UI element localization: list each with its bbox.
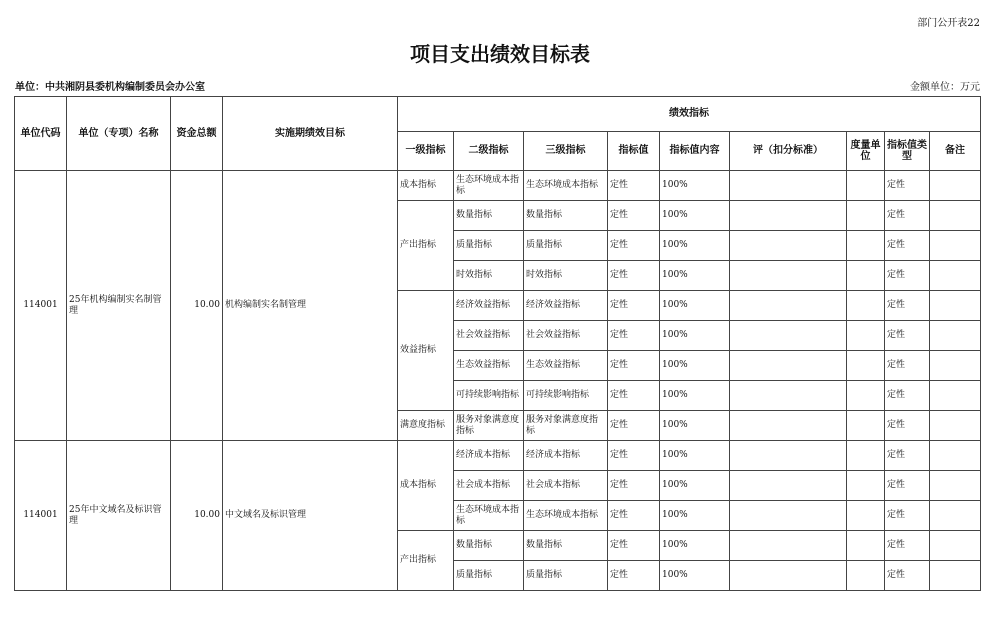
measure-unit-cell: [847, 411, 885, 441]
value-type-cell: 定性: [885, 411, 930, 441]
value-content-cell: 100%: [660, 531, 730, 561]
value-content-cell: 100%: [660, 231, 730, 261]
scoring-cell: [730, 411, 847, 441]
level3-indicator-cell: 生态环境成本指标: [524, 501, 608, 531]
level2-indicator-cell: 生态环境成本指标: [454, 501, 524, 531]
level3-indicator-cell: 生态效益指标: [524, 351, 608, 381]
level3-indicator-cell: 可持续影响指标: [524, 381, 608, 411]
period-goal-cell: 机构编制实名制管理: [223, 171, 398, 441]
indicator-value-cell: 定性: [608, 561, 660, 591]
level2-indicator-cell: 可持续影响指标: [454, 381, 524, 411]
value-content-cell: 100%: [660, 381, 730, 411]
remark-cell: [930, 171, 981, 201]
unit-label: 单位：中共湘阴县委机构编制委员会办公室: [15, 82, 205, 93]
header-value-content: 指标值内容: [660, 132, 730, 171]
header-measure-unit: 度量单位: [847, 132, 885, 171]
table-row: [15, 441, 981, 471]
amount-unit-label: 金额单位：万元: [910, 82, 980, 93]
indicator-value-cell: 定性: [608, 531, 660, 561]
remark-cell: [930, 561, 981, 591]
measure-unit-cell: [847, 231, 885, 261]
scoring-cell: [730, 471, 847, 501]
value-type-cell: 定性: [885, 261, 930, 291]
level2-indicator-cell: 社会效益指标: [454, 321, 524, 351]
remark-cell: [930, 261, 981, 291]
measure-unit-cell: [847, 381, 885, 411]
level3-indicator-cell: 社会成本指标: [524, 471, 608, 501]
level2-indicator-cell: 生态环境成本指标: [454, 171, 524, 201]
project-name-cell: 25年中文域名及标识管理: [67, 441, 171, 591]
remark-cell: [930, 201, 981, 231]
remark-cell: [930, 501, 981, 531]
remark-cell: [930, 471, 981, 501]
value-type-cell: 定性: [885, 171, 930, 201]
value-type-cell: 定性: [885, 381, 930, 411]
measure-unit-cell: [847, 441, 885, 471]
page-title: 项目支出绩效目标表: [410, 42, 590, 66]
value-content-cell: 100%: [660, 351, 730, 381]
form-number: 部门公开表22: [917, 18, 980, 29]
value-type-cell: 定性: [885, 531, 930, 561]
scoring-cell: [730, 441, 847, 471]
scoring-cell: [730, 171, 847, 201]
remark-cell: [930, 381, 981, 411]
scoring-cell: [730, 231, 847, 261]
header-indicator-value: 指标值: [608, 132, 660, 171]
header-level3: 三级指标: [524, 132, 608, 171]
value-type-cell: 定性: [885, 231, 930, 261]
header-unit-name: 单位（专项）名称: [67, 97, 171, 171]
scoring-cell: [730, 561, 847, 591]
level3-indicator-cell: 数量指标: [524, 531, 608, 561]
performance-table: [14, 96, 981, 591]
remark-cell: [930, 291, 981, 321]
header-value-type: 指标值类型: [885, 132, 930, 171]
measure-unit-cell: [847, 471, 885, 501]
value-content-cell: 100%: [660, 201, 730, 231]
value-content-cell: 100%: [660, 501, 730, 531]
table-row: [15, 171, 981, 201]
level3-indicator-cell: 数量指标: [524, 201, 608, 231]
level3-indicator-cell: 经济成本指标: [524, 441, 608, 471]
level3-indicator-cell: 社会效益指标: [524, 321, 608, 351]
indicator-value-cell: 定性: [608, 261, 660, 291]
header-funds-total: 资金总额: [171, 97, 223, 171]
indicator-value-cell: 定性: [608, 381, 660, 411]
level2-indicator-cell: 数量指标: [454, 201, 524, 231]
level3-indicator-cell: 时效指标: [524, 261, 608, 291]
measure-unit-cell: [847, 201, 885, 231]
value-type-cell: 定性: [885, 201, 930, 231]
level2-indicator-cell: 数量指标: [454, 531, 524, 561]
indicator-value-cell: 定性: [608, 441, 660, 471]
level1-indicator-cell: 产出指标: [398, 531, 454, 591]
level1-indicator-cell: 成本指标: [398, 441, 454, 531]
scoring-cell: [730, 381, 847, 411]
level3-indicator-cell: 经济效益指标: [524, 291, 608, 321]
indicator-value-cell: 定性: [608, 411, 660, 441]
scoring-cell: [730, 531, 847, 561]
level2-indicator-cell: 时效指标: [454, 261, 524, 291]
measure-unit-cell: [847, 561, 885, 591]
measure-unit-cell: [847, 291, 885, 321]
unit-code-cell: 114001: [15, 441, 67, 591]
unit-code-cell: 114001: [15, 171, 67, 441]
level1-indicator-cell: 满意度指标: [398, 411, 454, 441]
indicator-value-cell: 定性: [608, 201, 660, 231]
value-content-cell: 100%: [660, 291, 730, 321]
value-content-cell: 100%: [660, 411, 730, 441]
value-content-cell: 100%: [660, 321, 730, 351]
header-level1: 一级指标: [398, 132, 454, 171]
level2-indicator-cell: 生态效益指标: [454, 351, 524, 381]
indicator-value-cell: 定性: [608, 291, 660, 321]
level3-indicator-cell: 质量指标: [524, 561, 608, 591]
level3-indicator-cell: 服务对象满意度指标: [524, 411, 608, 441]
value-type-cell: 定性: [885, 441, 930, 471]
header-remark: 备注: [930, 132, 981, 171]
remark-cell: [930, 411, 981, 441]
remark-cell: [930, 321, 981, 351]
indicator-value-cell: 定性: [608, 321, 660, 351]
scoring-cell: [730, 321, 847, 351]
level2-indicator-cell: 社会成本指标: [454, 471, 524, 501]
scoring-cell: [730, 291, 847, 321]
header-scoring: 评（扣分标准）: [730, 132, 847, 171]
value-content-cell: 100%: [660, 441, 730, 471]
header-unit-code: 单位代码: [15, 97, 67, 171]
level2-indicator-cell: 质量指标: [454, 231, 524, 261]
value-type-cell: 定性: [885, 351, 930, 381]
indicator-value-cell: 定性: [608, 471, 660, 501]
remark-cell: [930, 531, 981, 561]
value-type-cell: 定性: [885, 291, 930, 321]
project-name-cell: 25年机构编制实名制管理: [67, 171, 171, 441]
measure-unit-cell: [847, 351, 885, 381]
level2-indicator-cell: 服务对象满意度指标: [454, 411, 524, 441]
scoring-cell: [730, 501, 847, 531]
remark-cell: [930, 231, 981, 261]
indicator-value-cell: 定性: [608, 351, 660, 381]
header-period-goal: 实施期绩效目标: [223, 97, 398, 171]
level1-indicator-cell: 效益指标: [398, 291, 454, 411]
value-type-cell: 定性: [885, 561, 930, 591]
level1-indicator-cell: 成本指标: [398, 171, 454, 201]
value-type-cell: 定性: [885, 321, 930, 351]
indicator-value-cell: 定性: [608, 171, 660, 201]
measure-unit-cell: [847, 531, 885, 561]
measure-unit-cell: [847, 261, 885, 291]
value-type-cell: 定性: [885, 471, 930, 501]
remark-cell: [930, 441, 981, 471]
value-content-cell: 100%: [660, 471, 730, 501]
value-content-cell: 100%: [660, 561, 730, 591]
measure-unit-cell: [847, 321, 885, 351]
scoring-cell: [730, 261, 847, 291]
indicator-value-cell: 定性: [608, 501, 660, 531]
funds-total-cell: 10.00: [171, 441, 223, 591]
funds-total-cell: 10.00: [171, 171, 223, 441]
period-goal-cell: 中文域名及标识管理: [223, 441, 398, 591]
level1-indicator-cell: 产出指标: [398, 201, 454, 291]
scoring-cell: [730, 201, 847, 231]
header-performance-indicators: 绩效指标: [398, 97, 981, 132]
indicator-value-cell: 定性: [608, 231, 660, 261]
value-type-cell: 定性: [885, 501, 930, 531]
scoring-cell: [730, 351, 847, 381]
value-content-cell: 100%: [660, 171, 730, 201]
level2-indicator-cell: 质量指标: [454, 561, 524, 591]
measure-unit-cell: [847, 501, 885, 531]
level3-indicator-cell: 生态环境成本指标: [524, 171, 608, 201]
level2-indicator-cell: 经济效益指标: [454, 291, 524, 321]
value-content-cell: 100%: [660, 261, 730, 291]
measure-unit-cell: [847, 171, 885, 201]
remark-cell: [930, 351, 981, 381]
header-level2: 二级指标: [454, 132, 524, 171]
level3-indicator-cell: 质量指标: [524, 231, 608, 261]
level2-indicator-cell: 经济成本指标: [454, 441, 524, 471]
